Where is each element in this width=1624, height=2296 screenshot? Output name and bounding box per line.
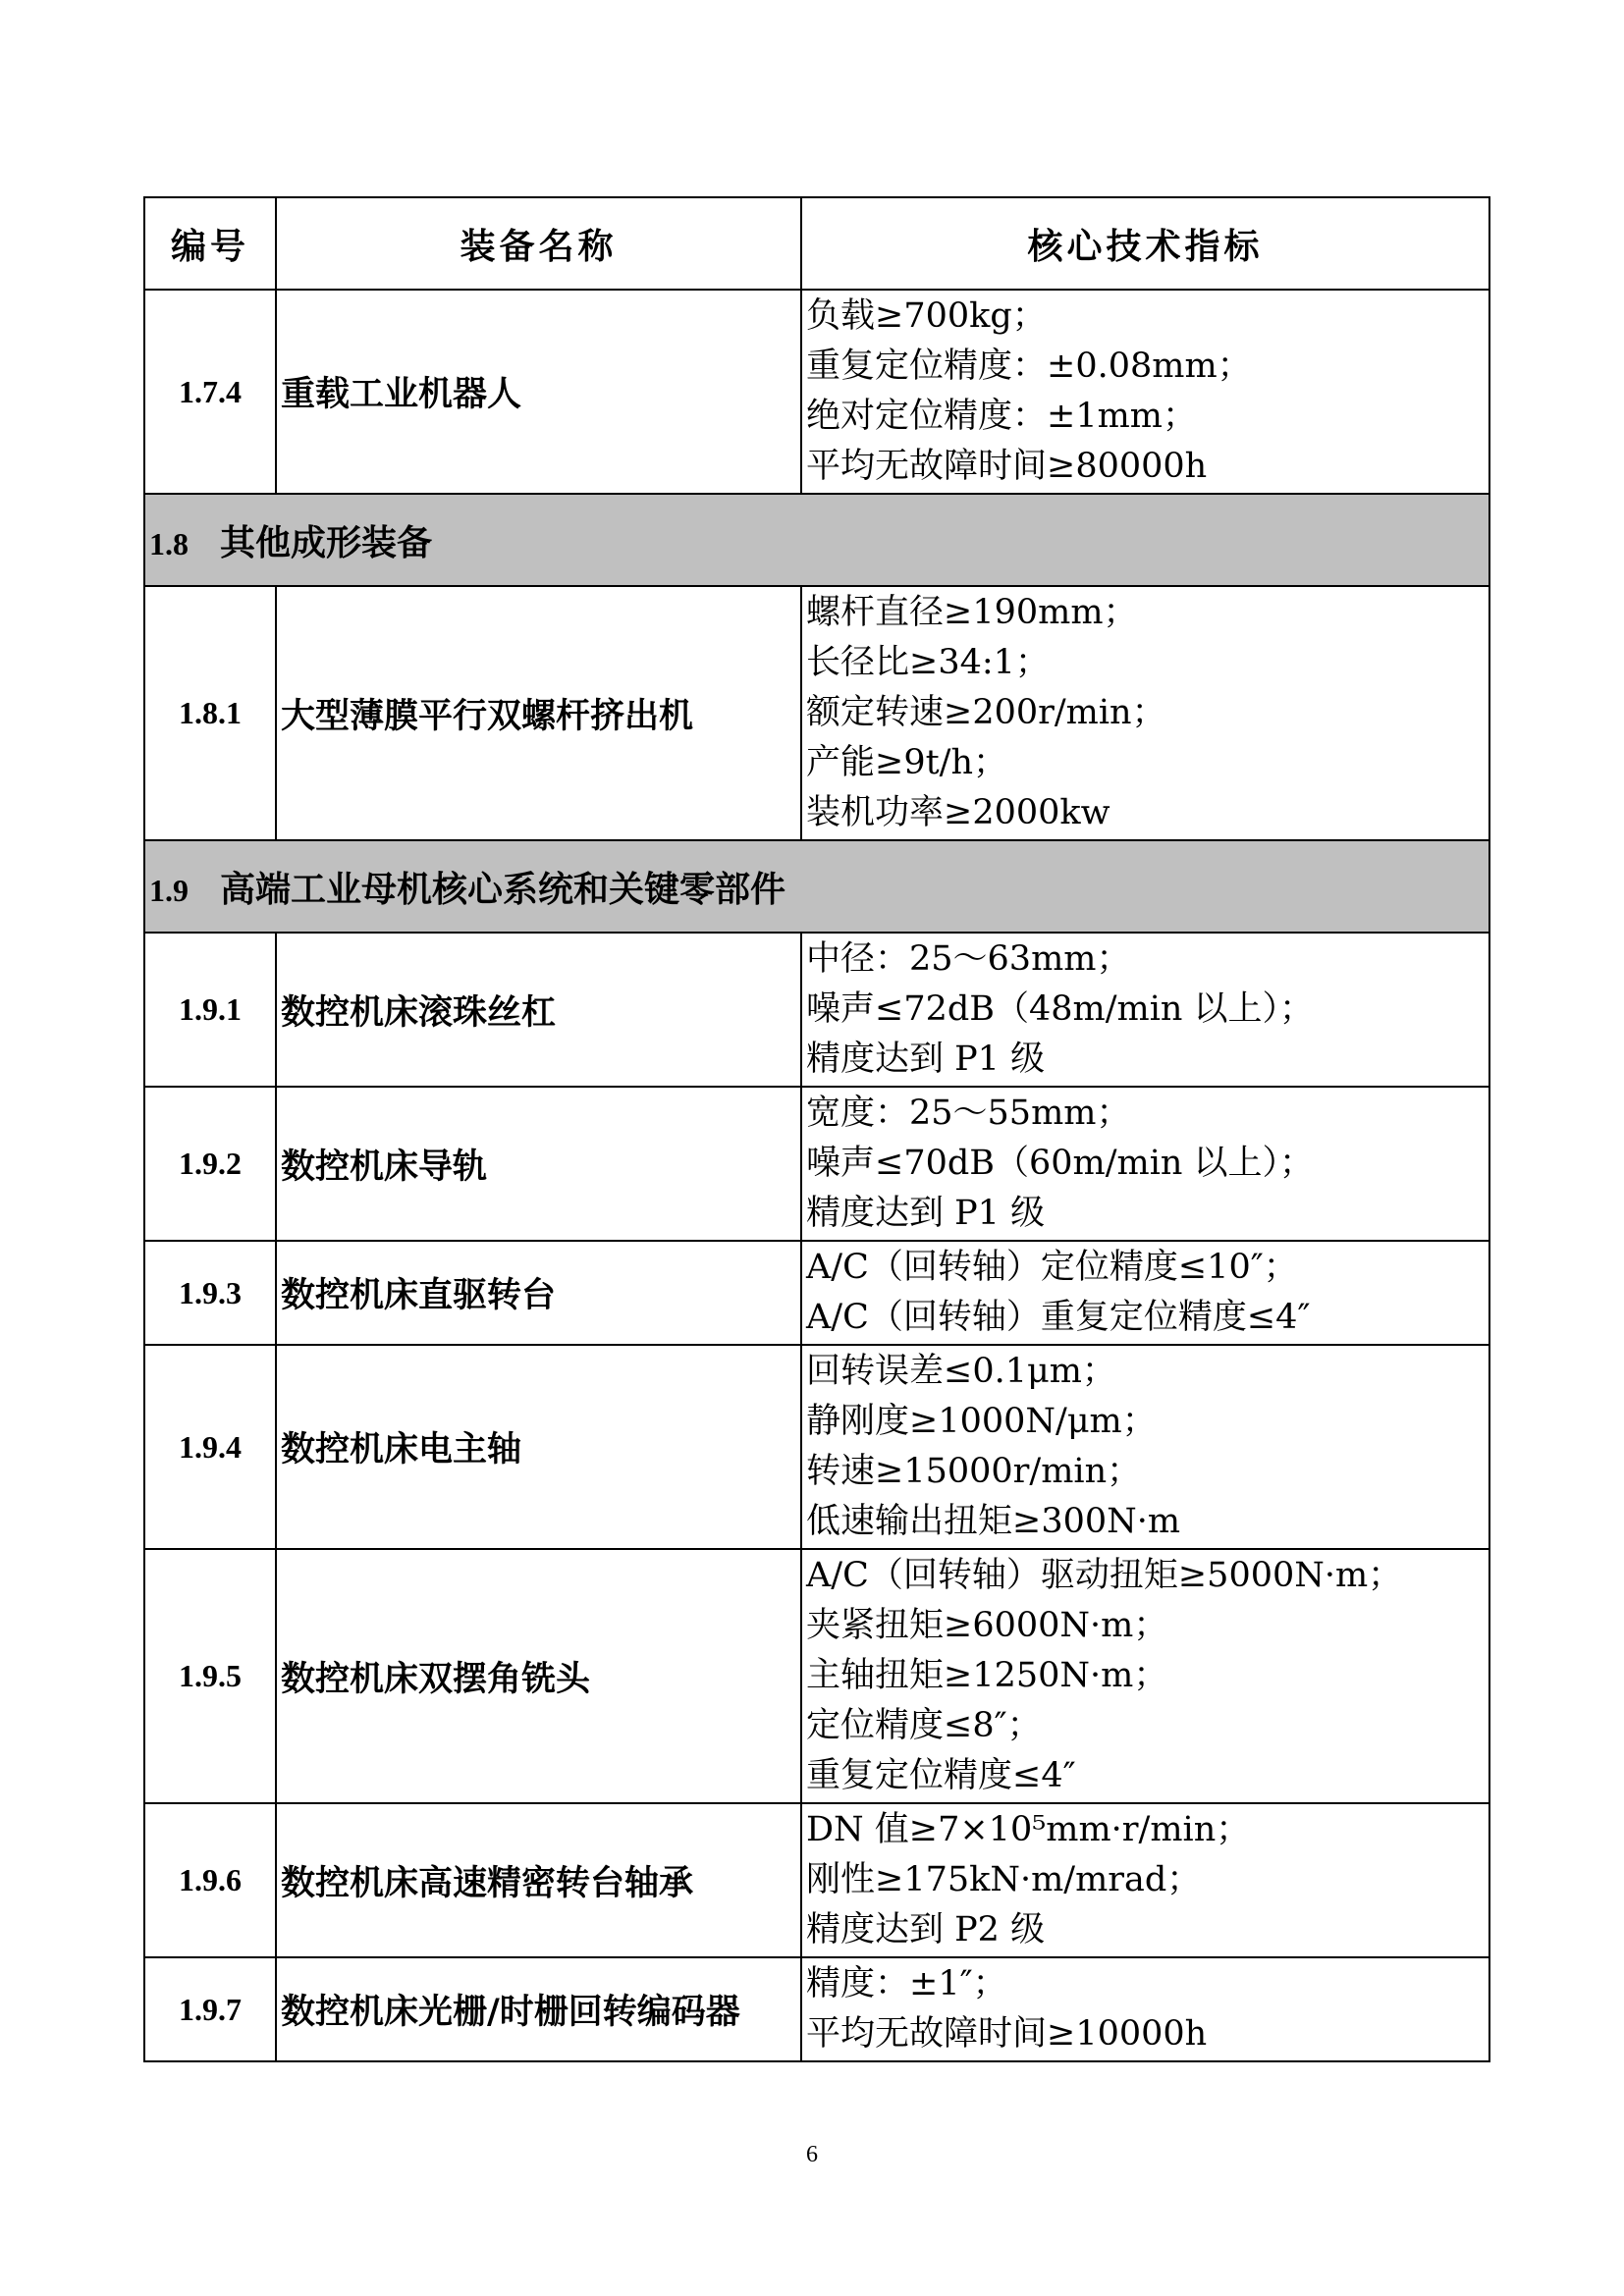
table-row [144, 586, 1489, 840]
spec-line: 主轴扭矩≥1250N·m； [806, 1656, 1168, 1695]
section-cell [144, 840, 1489, 933]
section-title: 其他成形装备 [220, 522, 433, 563]
spec-line: 装机功率≥2000kw [806, 793, 1110, 832]
spec-line: A/C（回转轴）定位精度≤10″； [806, 1248, 1298, 1287]
spec-line: A/C（回转轴）重复定位精度≤4″ [806, 1298, 1311, 1337]
item-number: 1.9.6 [144, 1803, 276, 1957]
spec-line: 精度达到 P2 级 [806, 1910, 1046, 1949]
spec-line: 精度：±1″； [806, 1964, 1007, 2003]
header-number: 编号 [144, 197, 276, 290]
section-title: 高端工业母机核心系统和关键零部件 [220, 869, 786, 910]
spec-line: 产能≥9t/h； [806, 743, 1007, 782]
equipment-name: 数控机床双摆角铣头 [276, 1549, 801, 1803]
equipment-name: 数控机床滚珠丝杠 [276, 933, 801, 1087]
spec-cell [801, 1241, 1489, 1345]
table-body [144, 197, 1489, 2061]
equipment-name: 数控机床光栅/时栅回转编码器 [276, 1957, 801, 2061]
table-row [144, 1087, 1489, 1241]
spec-line: 转速≥15000r/min； [806, 1452, 1142, 1491]
spec-line: 平均无故障时间≥80000h [806, 447, 1208, 486]
item-number: 1.9.2 [144, 1087, 276, 1241]
spec-line: 长径比≥34:1； [806, 643, 1050, 682]
spec-line: 刚性≥175kN·m/mrad； [806, 1860, 1202, 1899]
spec-line: 夹紧扭矩≥6000N·m； [806, 1606, 1168, 1645]
spec-line: 绝对定位精度：±1mm； [806, 397, 1197, 436]
equipment-spec-table [143, 196, 1490, 2062]
spec-cell [801, 933, 1489, 1087]
spec-line: 噪声≤70dB（60m/min 以上）； [806, 1144, 1315, 1183]
item-number: 1.9.4 [144, 1345, 276, 1549]
spec-line: 回转误差≤0.1μm； [806, 1352, 1116, 1391]
table-row [144, 1345, 1489, 1549]
spec-line: 定位精度≤8″； [806, 1706, 1042, 1745]
equipment-name: 数控机床电主轴 [276, 1345, 801, 1549]
equipment-name: 重载工业机器人 [276, 290, 801, 494]
equipment-name: 数控机床高速精密转台轴承 [276, 1803, 801, 1957]
spec-line: 精度达到 P1 级 [806, 1194, 1046, 1233]
table-header-row [144, 197, 1489, 290]
spec-cell [801, 1803, 1489, 1957]
spec-line: 螺杆直径≥190mm； [806, 593, 1138, 632]
equipment-name: 数控机床导轨 [276, 1087, 801, 1241]
table-row [144, 1803, 1489, 1957]
spec-line: DN 值≥7×10⁵mm·r/min； [806, 1810, 1251, 1849]
table-row [144, 933, 1489, 1087]
table-row [144, 1549, 1489, 1803]
header-name: 装备名称 [276, 197, 801, 290]
spec-line: 重复定位精度≤4″ [806, 1756, 1076, 1795]
table-row [144, 1957, 1489, 2061]
spec-line: 中径：25～63mm； [806, 939, 1131, 979]
spec-cell [801, 1957, 1489, 2061]
section-row [144, 840, 1489, 933]
item-number: 1.9.1 [144, 933, 276, 1087]
spec-line: 额定转速≥200r/min； [806, 693, 1166, 732]
spec-cell [801, 290, 1489, 494]
page-number: 6 [806, 2142, 818, 2167]
spec-line: 低速输出扭矩≥300N·m [806, 1502, 1181, 1541]
spec-line: A/C（回转轴）驱动扭矩≥5000N·m； [806, 1556, 1403, 1595]
item-number: 1.7.4 [144, 290, 276, 494]
header-spec: 核心技术指标 [801, 197, 1489, 290]
item-number: 1.9.5 [144, 1549, 276, 1803]
spec-line: 宽度：25～55mm； [806, 1094, 1131, 1133]
spec-line: 静刚度≥1000N/μm； [806, 1402, 1157, 1441]
equipment-name: 数控机床直驱转台 [276, 1241, 801, 1345]
section-number: 1.9 [149, 872, 189, 908]
item-number: 1.9.3 [144, 1241, 276, 1345]
spec-line: 噪声≤72dB（48m/min 以上）； [806, 989, 1315, 1029]
spec-cell [801, 1087, 1489, 1241]
item-number: 1.8.1 [144, 586, 276, 840]
spec-line: 负载≥700kg； [806, 296, 1047, 336]
section-row [144, 494, 1489, 586]
section-cell [144, 494, 1489, 586]
section-number: 1.8 [149, 525, 189, 561]
table-row [144, 290, 1489, 494]
equipment-name: 大型薄膜平行双螺杆挤出机 [276, 586, 801, 840]
table-row [144, 1241, 1489, 1345]
spec-line: 平均无故障时间≥10000h [806, 2014, 1208, 2054]
spec-cell [801, 586, 1489, 840]
item-number: 1.9.7 [144, 1957, 276, 2061]
spec-line: 精度达到 P1 级 [806, 1040, 1046, 1079]
spec-cell [801, 1549, 1489, 1803]
spec-line: 重复定位精度：±0.08mm； [806, 347, 1252, 386]
spec-cell [801, 1345, 1489, 1549]
